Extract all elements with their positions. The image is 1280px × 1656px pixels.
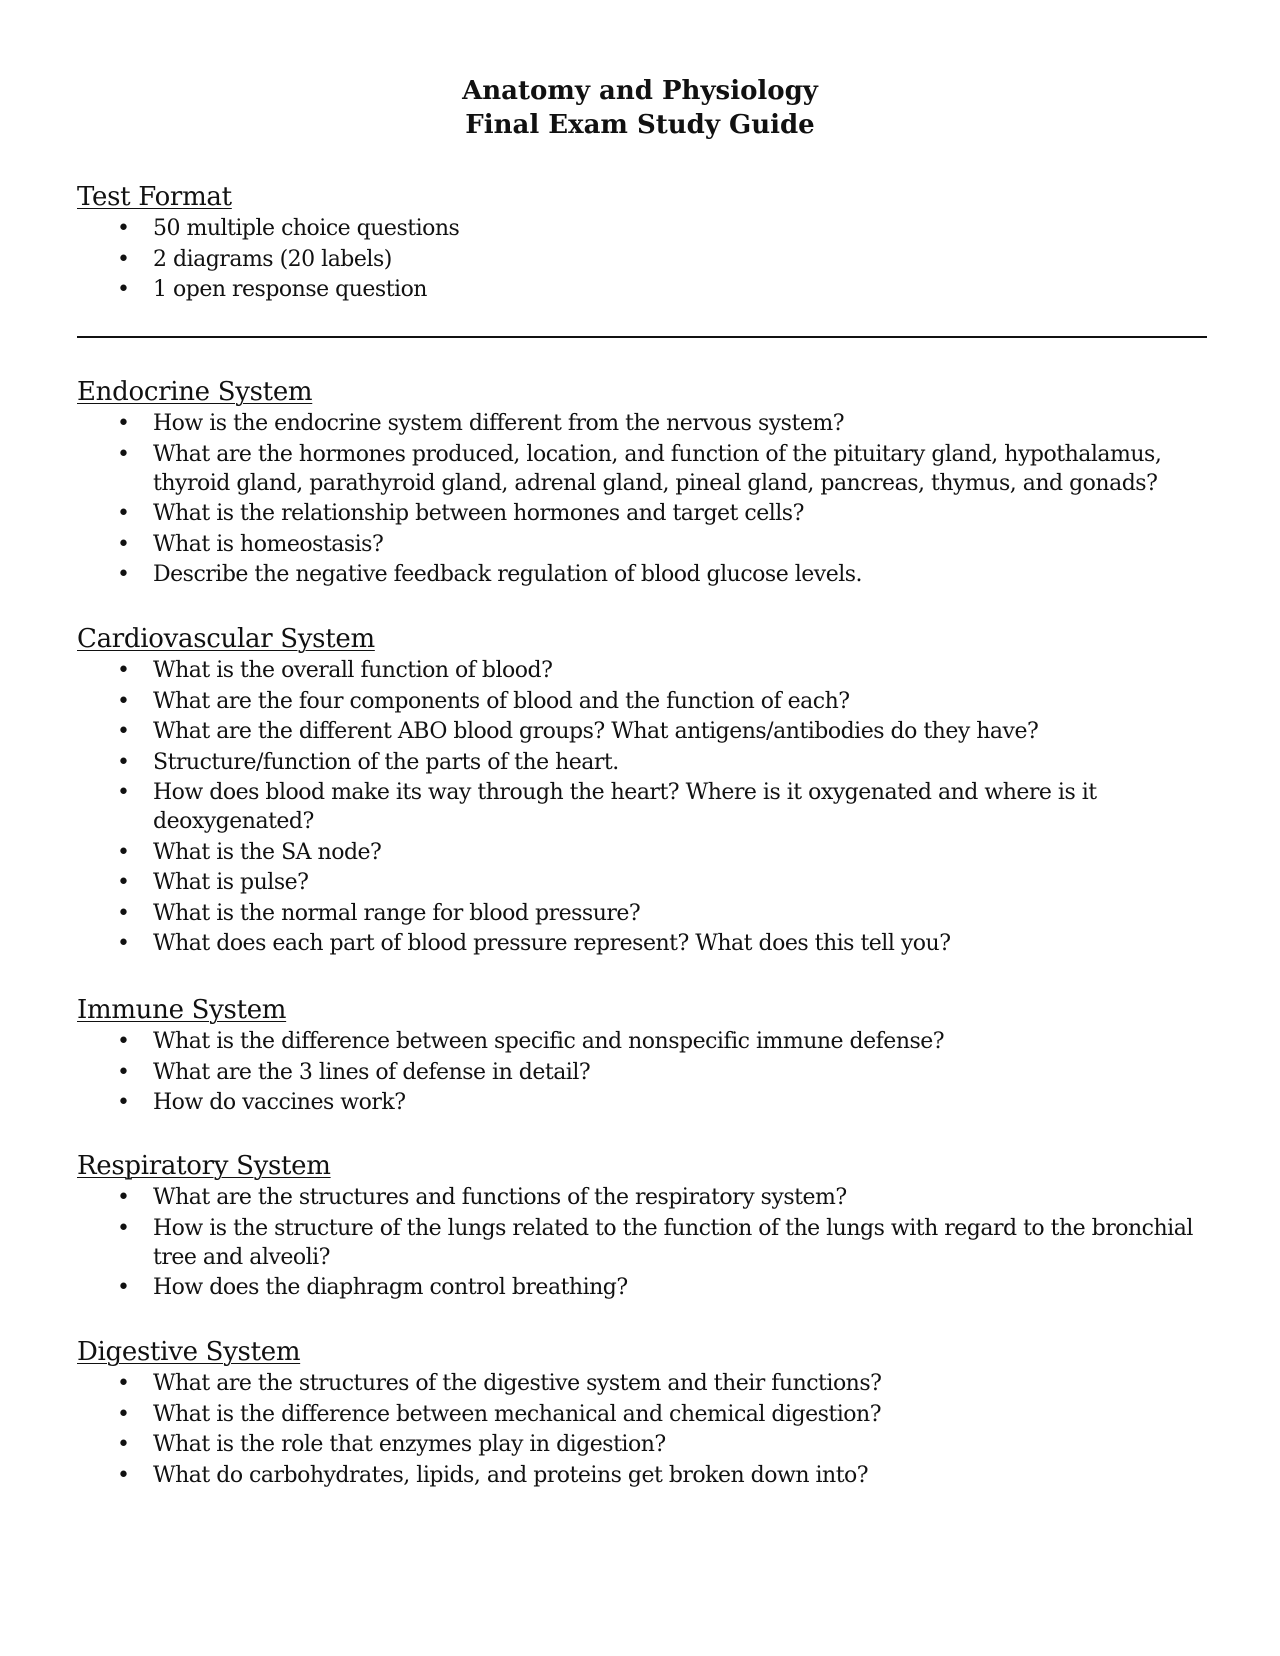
list-item: • What is the difference between specific and nonspecific immune defense? xyxy=(117,1029,945,1054)
bullet-icon: • xyxy=(117,719,130,744)
bullet-list xyxy=(77,1027,1207,1117)
list-item: • What is the role that enzymes play in digestion? xyxy=(117,1432,666,1457)
bullet-icon: • xyxy=(117,658,130,683)
list-item: • What is homeostasis? xyxy=(117,531,384,557)
bullet-icon: • xyxy=(117,1090,130,1115)
section-heading: Test Format xyxy=(77,182,232,212)
bullet-icon: • xyxy=(117,780,130,805)
list-item: • What are the structures and functions of the respiratory system? xyxy=(117,1185,847,1210)
bullet-icon: • xyxy=(117,246,130,272)
section-cardiovascular-system xyxy=(77,623,1207,960)
bullet-icon: • xyxy=(117,870,130,895)
bullet-icon: • xyxy=(117,1275,130,1300)
section-heading: Endocrine System xyxy=(77,377,313,407)
section-heading: Respiratory System xyxy=(77,1151,331,1181)
bullet-list xyxy=(77,1369,1207,1490)
list-item: • What are the structures of the digestive system and their functions? xyxy=(117,1371,882,1396)
list-item: • What is pulse? xyxy=(117,870,309,895)
list-item: • What is the relationship between hormones and target cells? xyxy=(117,501,804,526)
list-item: • What are the four components of blood and the function of each? xyxy=(117,688,850,714)
horizontal-divider xyxy=(77,336,1207,338)
title-line-1: Anatomy and Physiology xyxy=(462,76,818,106)
bullet-icon: • xyxy=(117,688,130,714)
section-immune-system xyxy=(77,994,1207,1119)
section-heading: Immune System xyxy=(77,995,287,1025)
section-test-format xyxy=(77,181,1207,306)
list-item: • How do vaccines work? xyxy=(117,1090,406,1115)
list-item: • Structure/function of the parts of the heart. xyxy=(117,749,619,775)
bullet-icon: • xyxy=(117,1029,130,1054)
bullet-icon: • xyxy=(117,501,130,526)
document-title xyxy=(0,74,1280,142)
bullet-icon: • xyxy=(117,900,130,926)
list-item: • Describe the negative feedback regulation of blood glucose levels. xyxy=(117,562,863,587)
section-heading: Cardiovascular System xyxy=(77,624,375,654)
list-item: • What are the hormones produced, location, and function of the pituitary gland, hypothalamus, thyroid gland, parathyroid gland, adrenal gland, pineal gland, pancreas, thymus, and gonads? xyxy=(117,441,1162,496)
bullet-icon: • xyxy=(117,441,130,467)
bullet-icon: • xyxy=(117,749,130,775)
bullet-icon: • xyxy=(117,1462,130,1488)
list-item: • 1 open response question xyxy=(117,277,427,302)
section-endocrine-system xyxy=(77,376,1207,591)
list-item: • 50 multiple choice questions xyxy=(117,216,460,241)
list-item: • What is the overall function of blood? xyxy=(117,658,553,683)
bullet-list xyxy=(77,656,1207,958)
list-item: • What is the difference between mechanical and chemical digestion? xyxy=(117,1401,882,1427)
section-digestive-system xyxy=(77,1336,1207,1491)
bullet-list xyxy=(77,214,1207,304)
bullet-icon: • xyxy=(117,839,130,865)
list-item: • What is the normal range for blood pressure? xyxy=(117,900,641,926)
title-line-2: Final Exam Study Guide xyxy=(465,110,815,140)
bullet-icon: • xyxy=(117,1432,130,1457)
bullet-icon: • xyxy=(117,1401,130,1427)
list-item: • 2 diagrams (20 labels) xyxy=(117,246,392,272)
bullet-icon: • xyxy=(117,411,130,436)
bullet-icon: • xyxy=(117,1059,130,1085)
list-item: • How is the structure of the lungs related to the function of the lungs with regard to the bronchial tree and alveoli? xyxy=(117,1215,1193,1270)
bullet-icon: • xyxy=(117,562,130,587)
list-item: • What are the 3 lines of defense in detail? xyxy=(117,1059,591,1085)
list-item: • What are the different ABO blood groups? What antigens/antibodies do they have? xyxy=(117,719,1039,744)
list-item: • How does the diaphragm control breathing? xyxy=(117,1275,628,1300)
bullet-icon: • xyxy=(117,531,130,557)
section-heading: Digestive System xyxy=(77,1337,301,1367)
bullet-icon: • xyxy=(117,1215,130,1241)
list-item: • How does blood make its way through the heart? Where is it oxygenated and where is it deoxygenated? xyxy=(117,780,1097,834)
bullet-list xyxy=(77,1183,1207,1302)
section-respiratory-system xyxy=(77,1150,1207,1304)
bullet-icon: • xyxy=(117,216,130,241)
list-item: • How is the endocrine system different from the nervous system? xyxy=(117,411,844,436)
bullet-icon: • xyxy=(117,931,130,956)
list-item: • What is the SA node? xyxy=(117,839,382,865)
bullet-icon: • xyxy=(117,1185,130,1210)
bullet-icon: • xyxy=(117,277,130,302)
list-item: • What does each part of blood pressure represent? What does this tell you? xyxy=(117,931,951,956)
bullet-icon: • xyxy=(117,1371,130,1396)
bullet-list xyxy=(77,409,1207,589)
list-item: • What do carbohydrates, lipids, and proteins get broken down into? xyxy=(117,1462,869,1488)
